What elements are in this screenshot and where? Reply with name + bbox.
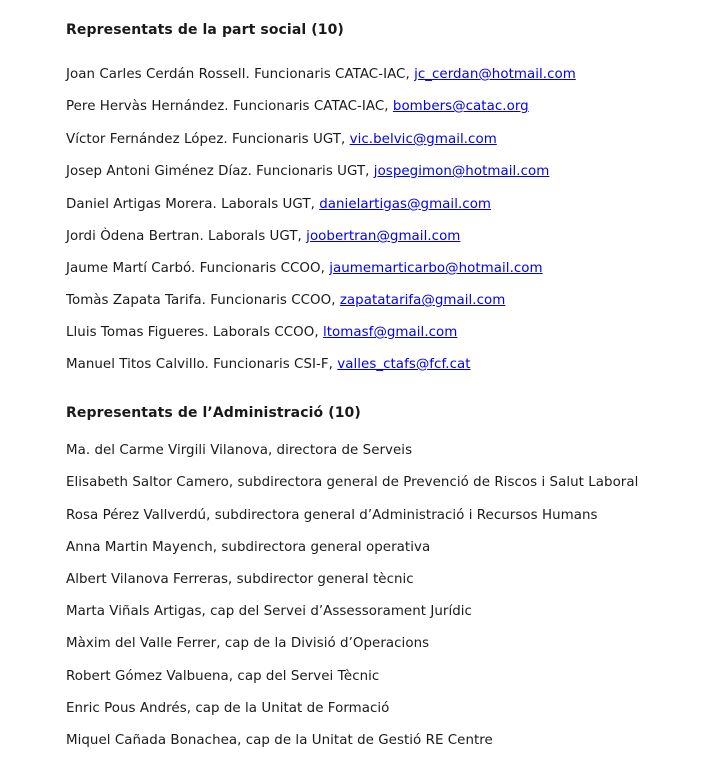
email-link[interactable]: danielartigas@gmail.com <box>319 197 492 212</box>
member-description: Josep Antoni Giménez Díaz. Funcionaris UGT, <box>66 164 374 179</box>
list-item: Elisabeth Saltor Camero, subdirectora general de Prevenció de Riscos i Salut Laboral <box>66 475 639 490</box>
list-item <box>66 99 529 114</box>
list-item: Rosa Pérez Vallverdú, subdirectora general d’Administració i Recursos Humans <box>66 508 598 523</box>
email-link[interactable]: ltomasf@gmail.com <box>322 325 458 340</box>
list-item <box>66 357 471 372</box>
list-item: Miquel Cañada Bonachea, cap de la Unitat de Gestió RE Centre <box>66 733 493 748</box>
member-description: Víctor Fernández López. Funcionaris UGT, <box>66 132 350 147</box>
email-link[interactable]: vic.belvic@gmail.com <box>349 132 497 147</box>
section-title-administration: Representats de l’Administració (10) <box>66 405 361 421</box>
member-description: Lluis Tomas Figueres. Laborals CCOO, <box>66 325 323 340</box>
list-item: Marta Viñals Artigas, cap del Servei d’Assessorament Jurídic <box>66 604 472 619</box>
email-link[interactable]: joobertran@gmail.com <box>306 229 461 244</box>
list-item <box>66 261 543 276</box>
list-item: Robert Gómez Valbuena, cap del Servei Tècnic <box>66 669 380 684</box>
email-link[interactable]: jc_cerdan@hotmail.com <box>414 67 576 82</box>
member-description: Joan Carles Cerdán Rossell. Funcionaris CATAC-IAC, <box>66 67 415 82</box>
list-item: Màxim del Valle Ferrer, cap de la Divisió d’Operacions <box>66 636 430 651</box>
list-item <box>66 132 497 147</box>
email-link[interactable]: valles_ctafs@fcf.cat <box>337 357 471 372</box>
member-description: Pere Hervàs Hernández. Funcionaris CATAC-IAC, <box>66 99 393 114</box>
member-description: Jordi Òdena Bertran. Laborals UGT, <box>66 229 307 244</box>
email-link[interactable]: jaumemarticarbo@hotmail.com <box>329 261 543 276</box>
member-description: Jaume Martí Carbó. Funcionaris CCOO, <box>66 261 330 276</box>
list-item <box>66 325 457 340</box>
list-item: Ma. del Carme Virgili Vilanova, directora de Serveis <box>66 443 413 458</box>
email-link[interactable]: bombers@catac.org <box>392 99 529 114</box>
list-item <box>66 229 460 244</box>
list-item <box>66 67 576 82</box>
email-link[interactable]: zapatatarifa@gmail.com <box>339 293 506 308</box>
member-description: Manuel Titos Calvillo. Funcionaris CSI-F, <box>66 357 338 372</box>
list-item <box>66 197 491 212</box>
list-item <box>66 164 549 179</box>
section-title-social: Representats de la part social (10) <box>66 22 344 38</box>
list-item: Enric Pous Andrés, cap de la Unitat de Formació <box>66 701 390 716</box>
email-link[interactable]: jospegimon@hotmail.com <box>373 164 550 179</box>
list-item <box>66 293 505 308</box>
member-description: Daniel Artigas Morera. Laborals UGT, <box>66 197 320 212</box>
member-description: Tomàs Zapata Tarifa. Funcionaris CCOO, <box>66 293 340 308</box>
list-item: Albert Vilanova Ferreras, subdirector general tècnic <box>66 572 414 587</box>
list-item: Anna Martin Mayench, subdirectora general operativa <box>66 540 431 555</box>
